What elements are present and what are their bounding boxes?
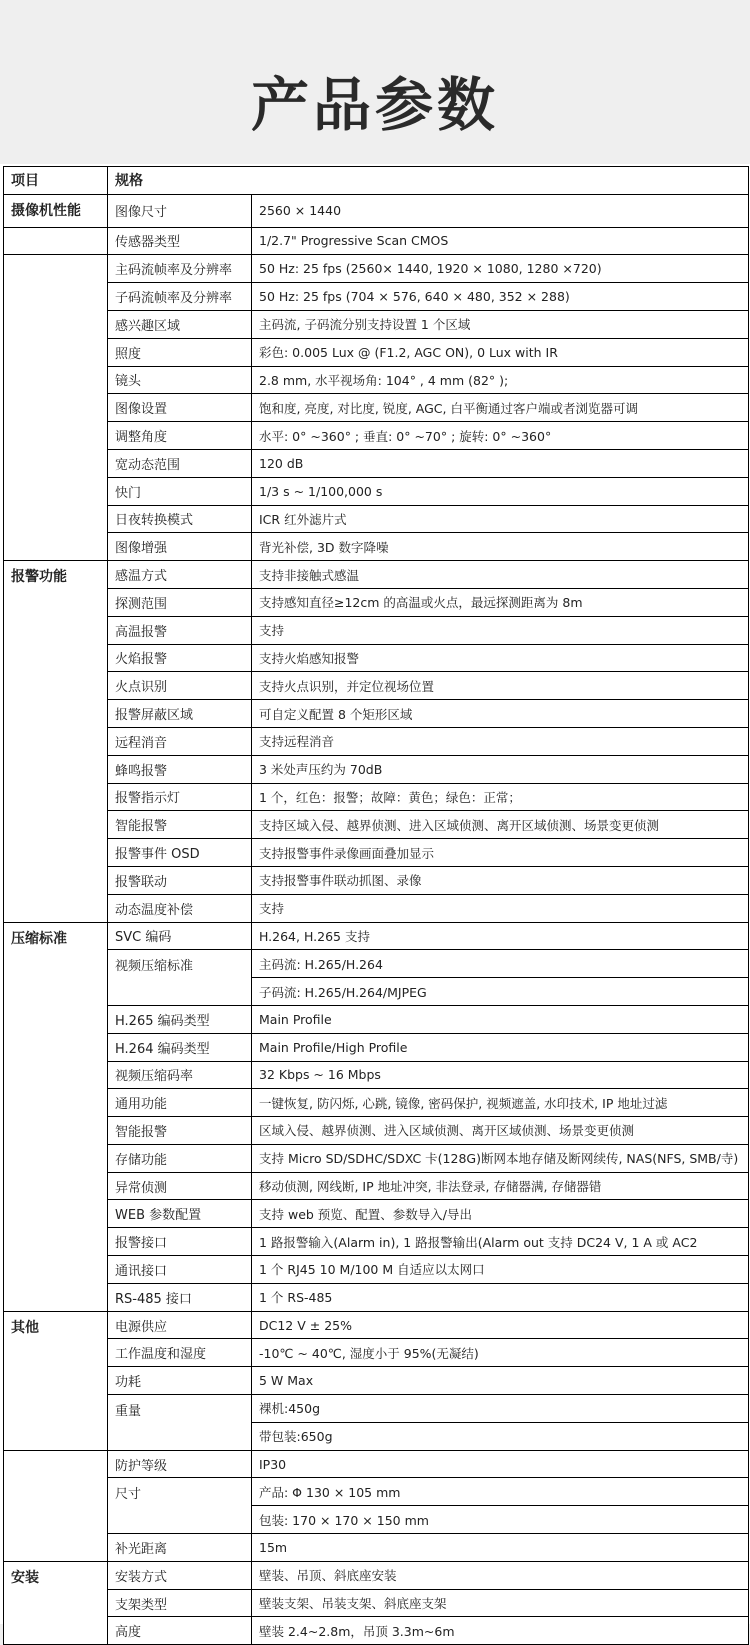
row-value: 支持非接触式感温 bbox=[252, 561, 749, 589]
table-row bbox=[4, 644, 749, 672]
row-label: 重量 bbox=[108, 1395, 252, 1451]
row-label: 电源供应 bbox=[108, 1311, 252, 1339]
row-value: 1 路报警输入(Alarm in), 1 路报警输出(Alarm out 支持 DC24 V, 1 A 或 AC2 bbox=[252, 1228, 749, 1256]
table-row bbox=[4, 700, 749, 728]
row-value: 子码流: H.265/H.264/MJPEG bbox=[252, 978, 749, 1006]
table-row bbox=[4, 1200, 749, 1228]
row-value: Main Profile bbox=[252, 1005, 749, 1033]
table-row bbox=[4, 922, 749, 950]
row-value: 壁装 2.4~2.8m，吊顶 3.3m~6m bbox=[252, 1617, 749, 1645]
row-value: 水平: 0° ~360° ; 垂直: 0° ~70° ; 旋转: 0° ~360° bbox=[252, 422, 749, 450]
table-row bbox=[4, 394, 749, 422]
row-value: H.264, H.265 支持 bbox=[252, 922, 749, 950]
category-compression: 压缩标准 bbox=[4, 922, 108, 1311]
row-label: 报警指示灯 bbox=[108, 783, 252, 811]
row-label: 火焰报警 bbox=[108, 644, 252, 672]
table-row bbox=[4, 1561, 749, 1589]
row-value: 彩色: 0.005 Lux @ (F1.2, AGC ON), 0 Lux with IR bbox=[252, 338, 749, 366]
table-row bbox=[4, 1534, 749, 1562]
table-row bbox=[4, 1172, 749, 1200]
row-label: 图像增强 bbox=[108, 533, 252, 561]
row-value: 1 个，红色：报警；故障：黄色；绿色：正常； bbox=[252, 783, 749, 811]
category-blank bbox=[4, 1450, 108, 1561]
row-value: 裸机:450g bbox=[252, 1395, 749, 1423]
table-row bbox=[4, 561, 749, 589]
table-row bbox=[4, 310, 749, 338]
row-value: 1/2.7" Progressive Scan CMOS bbox=[252, 227, 749, 255]
row-label: 传感器类型 bbox=[108, 227, 252, 255]
row-value: 一键恢复, 防闪烁, 心跳, 镜像, 密码保护, 视频遮盖, 水印技术, IP 地址过滤 bbox=[252, 1089, 749, 1117]
table-row bbox=[4, 1061, 749, 1089]
row-value: 2560 × 1440 bbox=[252, 194, 749, 227]
table-row bbox=[4, 811, 749, 839]
table-row bbox=[4, 1228, 749, 1256]
row-label: 镜头 bbox=[108, 366, 252, 394]
table-row bbox=[4, 1589, 749, 1617]
row-label: 通讯接口 bbox=[108, 1256, 252, 1284]
row-value: 50 Hz: 25 fps (2560× 1440, 1920 × 1080, 1280 ×720) bbox=[252, 255, 749, 283]
row-value: 饱和度, 亮度, 对比度, 锐度, AGC, 白平衡通过客户端或者浏览器可调 bbox=[252, 394, 749, 422]
row-label: 功耗 bbox=[108, 1367, 252, 1395]
row-label: 报警联动 bbox=[108, 866, 252, 894]
row-label: 异常侦测 bbox=[108, 1172, 252, 1200]
row-label: WEB 参数配置 bbox=[108, 1200, 252, 1228]
row-label: 视频压缩码率 bbox=[108, 1061, 252, 1089]
table-row bbox=[4, 950, 749, 978]
row-value: 1/3 s ~ 1/100,000 s bbox=[252, 477, 749, 505]
row-value: 支持报警事件联动抓图、录像 bbox=[252, 866, 749, 894]
row-value: 壁装支架、吊装支架、斜底座支架 bbox=[252, 1589, 749, 1617]
table-header-row bbox=[4, 167, 749, 195]
table-row bbox=[4, 1256, 749, 1284]
row-label: 感温方式 bbox=[108, 561, 252, 589]
table-row bbox=[4, 1339, 749, 1367]
row-value: ICR 红外滤片式 bbox=[252, 505, 749, 533]
table-row bbox=[4, 194, 749, 227]
row-label: 探测范围 bbox=[108, 588, 252, 616]
row-label: 火点识别 bbox=[108, 672, 252, 700]
row-value: -10℃ ~ 40℃, 湿度小于 95%(无凝结) bbox=[252, 1339, 749, 1367]
table-row bbox=[4, 1005, 749, 1033]
row-value: 3 米处声压约为 70dB bbox=[252, 755, 749, 783]
row-value: 120 dB bbox=[252, 449, 749, 477]
row-label: 视频压缩标准 bbox=[108, 950, 252, 1006]
row-value: 支持 web 预览、配置、参数导入/导出 bbox=[252, 1200, 749, 1228]
row-value: 主码流, 子码流分别支持设置 1 个区域 bbox=[252, 310, 749, 338]
table-row bbox=[4, 422, 749, 450]
category-alarm: 报警功能 bbox=[4, 561, 108, 922]
table-row bbox=[4, 255, 749, 283]
row-label: 通用功能 bbox=[108, 1089, 252, 1117]
table-row bbox=[4, 755, 749, 783]
row-value: 支持报警事件录像画面叠加显示 bbox=[252, 839, 749, 867]
table-row bbox=[4, 672, 749, 700]
row-label: 报警事件 OSD bbox=[108, 839, 252, 867]
table-row bbox=[4, 1450, 749, 1478]
table-row bbox=[4, 783, 749, 811]
table-row bbox=[4, 449, 749, 477]
table-row bbox=[4, 1617, 749, 1645]
row-value: 5 W Max bbox=[252, 1367, 749, 1395]
table-row bbox=[4, 727, 749, 755]
row-label: 宽动态范围 bbox=[108, 449, 252, 477]
table-row bbox=[4, 283, 749, 311]
category-blank bbox=[4, 227, 108, 255]
table-row bbox=[4, 505, 749, 533]
category-camera: 摄像机性能 bbox=[4, 194, 108, 227]
row-value: 1 个 RS-485 bbox=[252, 1283, 749, 1311]
table-row bbox=[4, 866, 749, 894]
row-label: 感兴趣区域 bbox=[108, 310, 252, 338]
table-row bbox=[4, 894, 749, 922]
row-value: 可自定义配置 8 个矩形区域 bbox=[252, 700, 749, 728]
row-value: 50 Hz: 25 fps (704 × 576, 640 × 480, 352 × 288) bbox=[252, 283, 749, 311]
row-label: 报警接口 bbox=[108, 1228, 252, 1256]
row-value: 支持远程消音 bbox=[252, 727, 749, 755]
row-label: H.264 编码类型 bbox=[108, 1033, 252, 1061]
row-label: RS-485 接口 bbox=[108, 1283, 252, 1311]
row-value: 支持 bbox=[252, 616, 749, 644]
row-value: 移动侦测, 网线断, IP 地址冲突, 非法登录, 存储器满, 存储器错 bbox=[252, 1172, 749, 1200]
row-value: 包装: 170 × 170 × 150 mm bbox=[252, 1506, 749, 1534]
table-row bbox=[4, 1117, 749, 1145]
row-label: 支架类型 bbox=[108, 1589, 252, 1617]
row-label: 子码流帧率及分辨率 bbox=[108, 283, 252, 311]
table-row bbox=[4, 1089, 749, 1117]
row-label: 安装方式 bbox=[108, 1561, 252, 1589]
row-label: H.265 编码类型 bbox=[108, 1005, 252, 1033]
category-blank bbox=[4, 255, 108, 561]
row-value: Main Profile/High Profile bbox=[252, 1033, 749, 1061]
row-value: 支持感知直径≥12cm 的高温或火点，最远探测距离为 8m bbox=[252, 588, 749, 616]
spec-table bbox=[3, 166, 749, 1645]
table-row bbox=[4, 1033, 749, 1061]
row-value: 支持区域入侵、越界侦测、进入区域侦测、离开区域侦测、场景变更侦测 bbox=[252, 811, 749, 839]
row-label: 照度 bbox=[108, 338, 252, 366]
table-row bbox=[4, 1144, 749, 1172]
category-install: 安装 bbox=[4, 1561, 108, 1644]
row-value: IP30 bbox=[252, 1450, 749, 1478]
row-value: 支持 Micro SD/SDHC/SDXC 卡(128G)断网本地存储及断网续传, NAS(NFS, SMB/寺) bbox=[252, 1144, 749, 1172]
row-value: 15m bbox=[252, 1534, 749, 1562]
row-value: 主码流: H.265/H.264 bbox=[252, 950, 749, 978]
row-value: 产品: Φ 130 × 105 mm bbox=[252, 1478, 749, 1506]
table-row bbox=[4, 588, 749, 616]
table-row bbox=[4, 366, 749, 394]
row-value: DC12 V ± 25% bbox=[252, 1311, 749, 1339]
row-label: 智能报警 bbox=[108, 1117, 252, 1145]
table-row bbox=[4, 227, 749, 255]
table-row bbox=[4, 1395, 749, 1423]
row-value: 区域入侵、越界侦测、进入区域侦测、离开区域侦测、场景变更侦测 bbox=[252, 1117, 749, 1145]
page-title: 产品参数 bbox=[250, 71, 499, 139]
row-label: 高度 bbox=[108, 1617, 252, 1645]
table-row bbox=[4, 1478, 749, 1506]
table-row bbox=[4, 839, 749, 867]
row-label: 补光距离 bbox=[108, 1534, 252, 1562]
header-spec: 规格 bbox=[108, 167, 749, 195]
row-label: SVC 编码 bbox=[108, 922, 252, 950]
table-row bbox=[4, 533, 749, 561]
row-label: 报警屏蔽区域 bbox=[108, 700, 252, 728]
table-row bbox=[4, 338, 749, 366]
row-label: 图像尺寸 bbox=[108, 194, 252, 227]
table-row bbox=[4, 477, 749, 505]
row-value: 1 个 RJ45 10 M/100 M 自适应以太网口 bbox=[252, 1256, 749, 1284]
row-label: 蜂鸣报警 bbox=[108, 755, 252, 783]
row-label: 远程消音 bbox=[108, 727, 252, 755]
row-value: 背光补偿, 3D 数字降噪 bbox=[252, 533, 749, 561]
table-row bbox=[4, 616, 749, 644]
row-label: 动态温度补偿 bbox=[108, 894, 252, 922]
row-value: 支持 bbox=[252, 894, 749, 922]
row-label: 防护等级 bbox=[108, 1450, 252, 1478]
row-label: 调整角度 bbox=[108, 422, 252, 450]
row-label: 尺寸 bbox=[108, 1478, 252, 1534]
table-row bbox=[4, 1283, 749, 1311]
table-row bbox=[4, 1367, 749, 1395]
row-label: 图像设置 bbox=[108, 394, 252, 422]
category-other: 其他 bbox=[4, 1311, 108, 1450]
row-label: 主码流帧率及分辨率 bbox=[108, 255, 252, 283]
table-row bbox=[4, 1311, 749, 1339]
row-label: 智能报警 bbox=[108, 811, 252, 839]
row-value: 支持火点识别，并定位视场位置 bbox=[252, 672, 749, 700]
row-label: 高温报警 bbox=[108, 616, 252, 644]
row-value: 2.8 mm, 水平视场角: 104° , 4 mm (82° ); bbox=[252, 366, 749, 394]
row-value: 32 Kbps ~ 16 Mbps bbox=[252, 1061, 749, 1089]
row-value: 支持火焰感知报警 bbox=[252, 644, 749, 672]
row-value: 壁装、吊顶、斜底座安装 bbox=[252, 1561, 749, 1589]
row-label: 存储功能 bbox=[108, 1144, 252, 1172]
row-label: 日夜转换模式 bbox=[108, 505, 252, 533]
row-label: 工作温度和湿度 bbox=[108, 1339, 252, 1367]
row-value: 带包装:650g bbox=[252, 1422, 749, 1450]
header-item: 项目 bbox=[4, 167, 108, 195]
row-label: 快门 bbox=[108, 477, 252, 505]
